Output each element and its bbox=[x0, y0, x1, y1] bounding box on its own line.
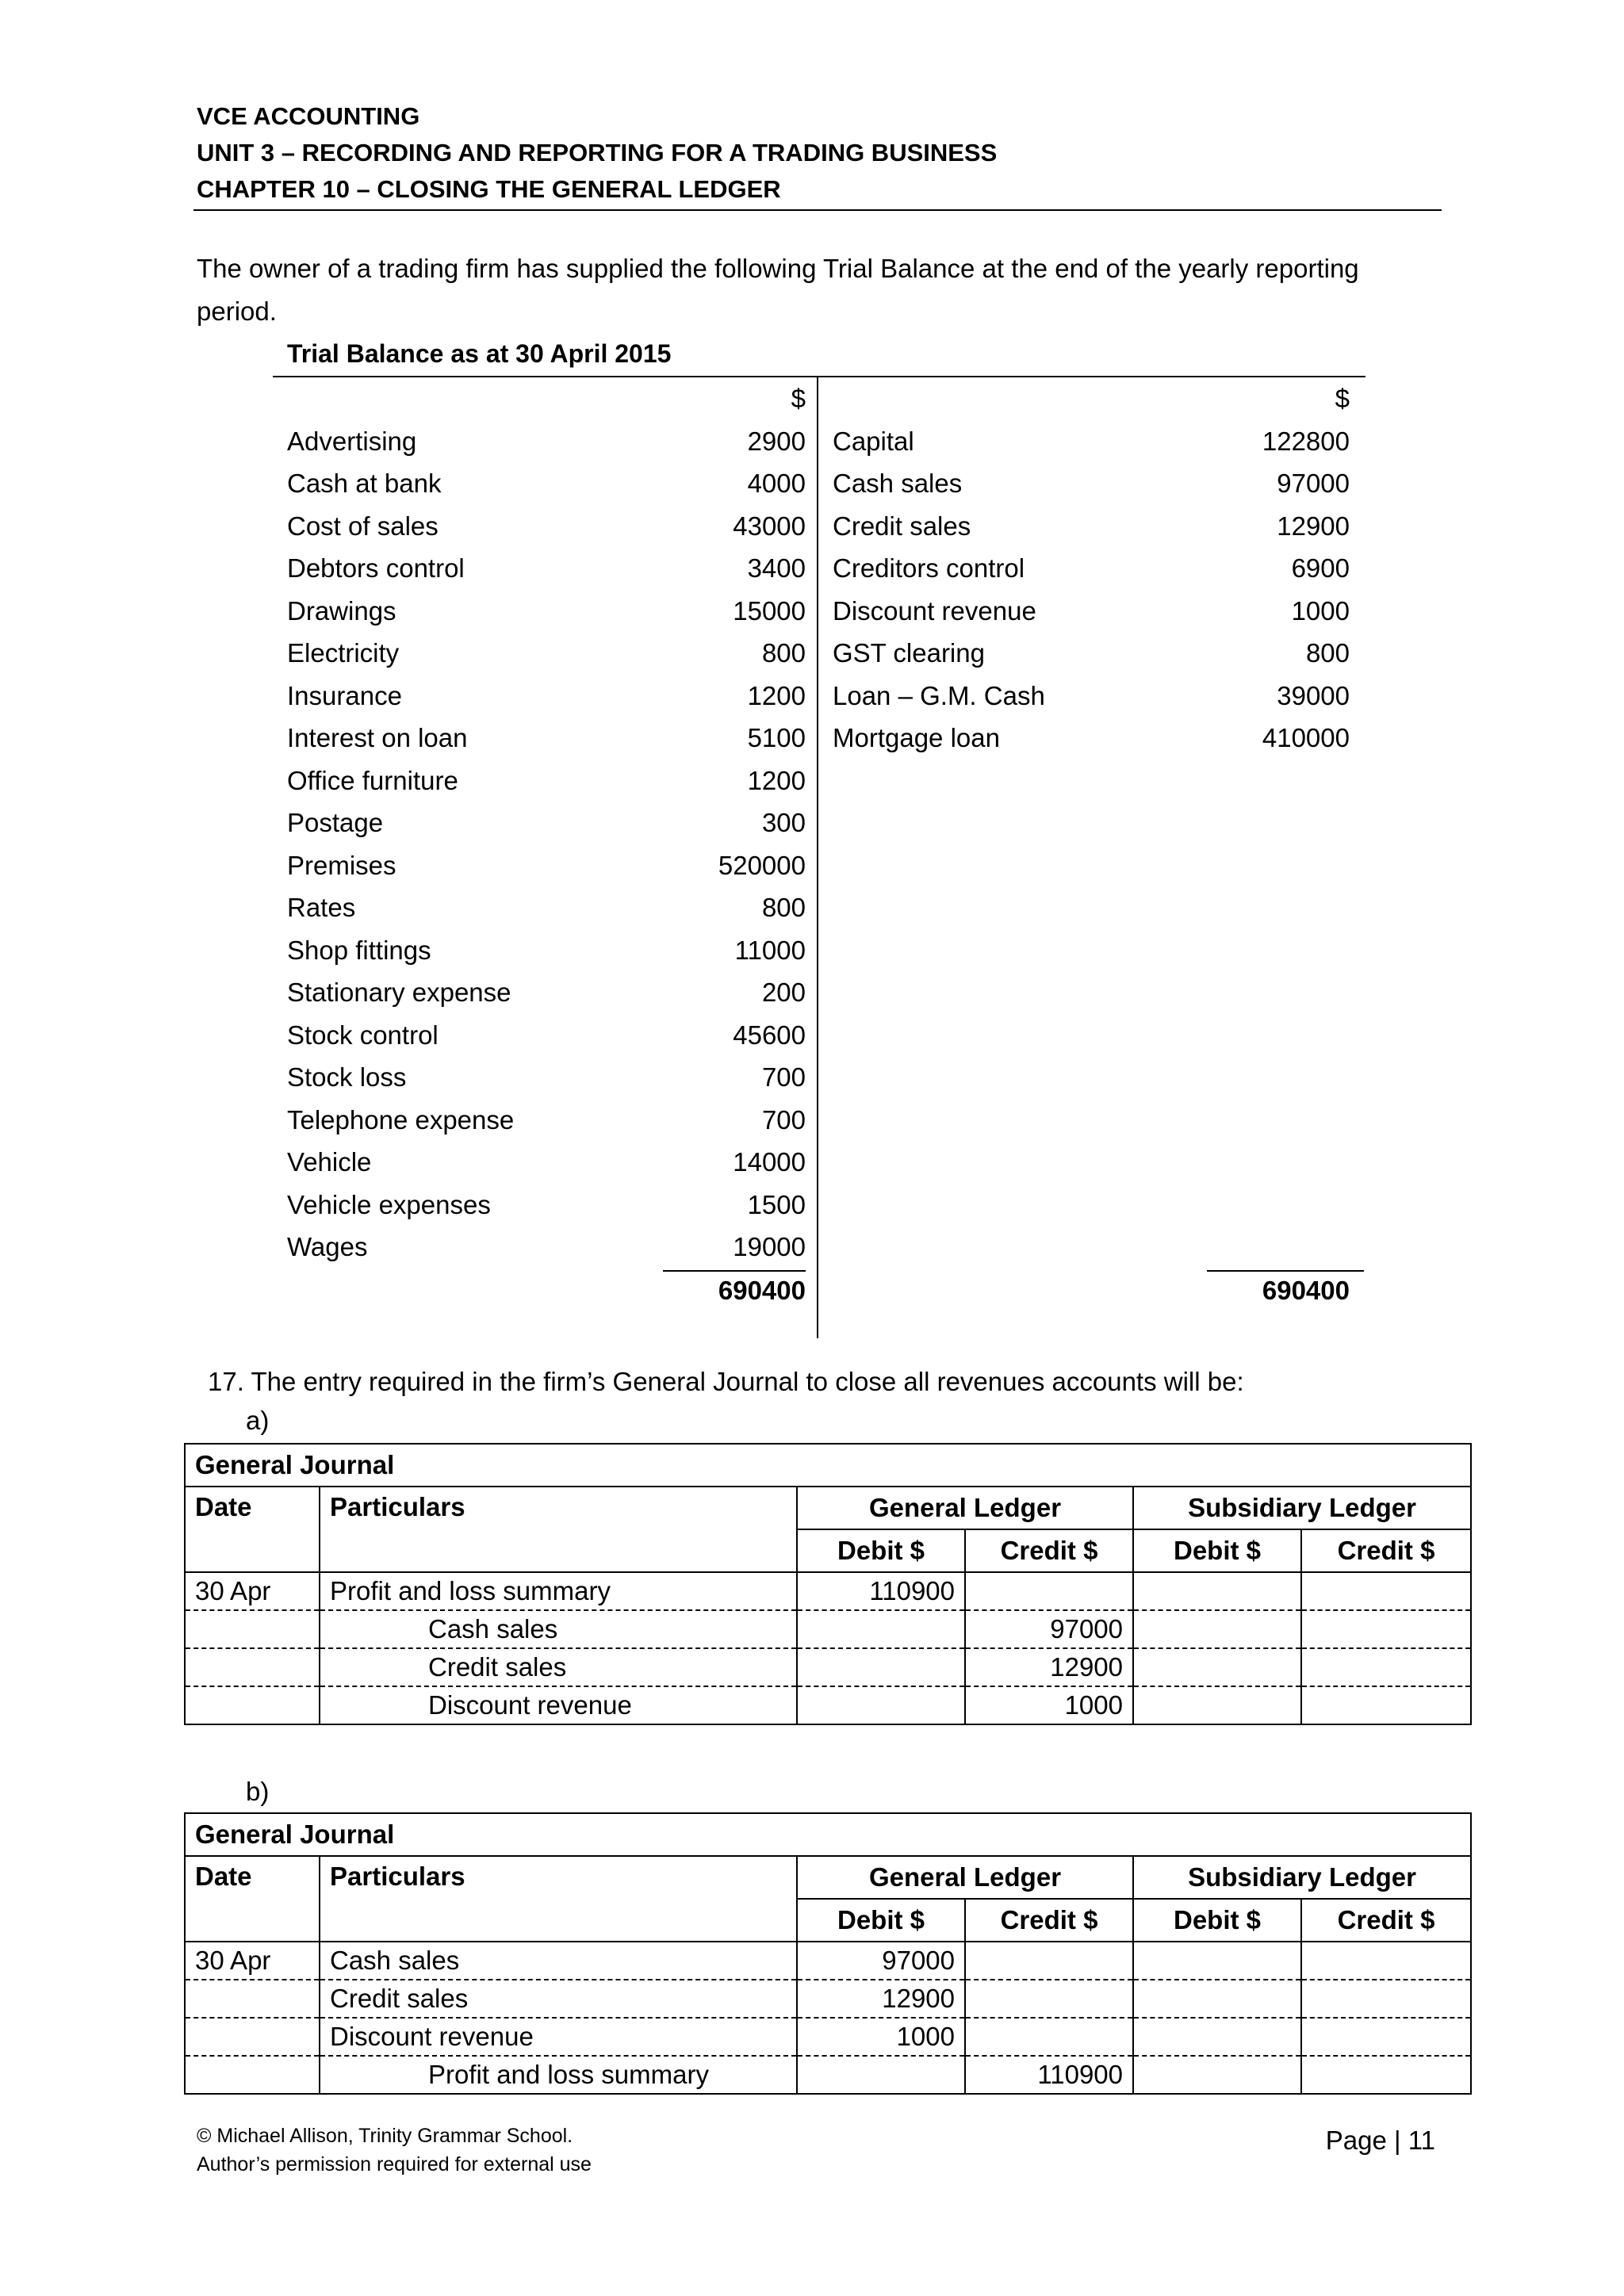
journal-title-row bbox=[185, 1444, 1471, 1487]
journal-entry-row bbox=[185, 2018, 1471, 2056]
subsidiary-ledger-header: Subsidiary Ledger bbox=[1133, 1487, 1471, 1529]
debit-account-name: Shop fittings bbox=[287, 935, 431, 965]
debit-row bbox=[287, 1014, 806, 1057]
entry-sl-credit bbox=[1301, 1648, 1471, 1686]
credit-row bbox=[833, 420, 1350, 463]
sl-debit-header: Debit $ bbox=[1133, 1529, 1301, 1572]
credit-account-name: GST clearing bbox=[833, 638, 985, 668]
question-17: 17. The entry required in the firm’s General Journal to close all revenues accounts will be: bbox=[208, 1367, 1244, 1396]
credit-account-name: Creditors control bbox=[833, 553, 1025, 583]
debit-account-amount: 43000 bbox=[733, 511, 806, 541]
general-ledger-header: General Ledger bbox=[797, 1487, 1133, 1529]
debit-row bbox=[287, 505, 806, 548]
entry-particulars: Discount revenue bbox=[320, 2018, 797, 2056]
gl-credit-header: Credit $ bbox=[965, 1529, 1133, 1572]
debit-account-name: Office furniture bbox=[287, 765, 458, 795]
debit-row bbox=[287, 590, 806, 633]
entry-particulars: Credit sales bbox=[320, 1648, 797, 1686]
general-journal-b bbox=[184, 1812, 1470, 2095]
journal-entry-row bbox=[185, 1648, 1471, 1686]
entry-particulars: Cash sales bbox=[320, 1942, 797, 1980]
debit-account-amount: 2900 bbox=[747, 426, 806, 456]
debit-row bbox=[287, 802, 806, 844]
general-journal-a bbox=[184, 1443, 1470, 1725]
debit-account-amount: 520000 bbox=[718, 850, 806, 880]
entry-gl-debit bbox=[797, 1686, 965, 1724]
entry-gl-debit: 12900 bbox=[797, 1980, 965, 2018]
credit-row bbox=[833, 632, 1350, 675]
entry-date bbox=[185, 1686, 320, 1724]
debit-account-amount: 14000 bbox=[733, 1147, 806, 1177]
debit-account-name: Advertising bbox=[287, 426, 417, 456]
entry-sl-debit bbox=[1133, 1942, 1301, 1980]
debit-account-name: Vehicle expenses bbox=[287, 1189, 491, 1219]
gl-debit-header: Debit $ bbox=[797, 1899, 965, 1942]
entry-particulars: Cash sales bbox=[320, 1610, 797, 1648]
debit-row bbox=[287, 886, 806, 929]
journal-entry-row bbox=[185, 1942, 1471, 1980]
credit-account-name: Discount revenue bbox=[833, 595, 1036, 626]
debit-row bbox=[287, 462, 806, 505]
debit-account-name: Interest on loan bbox=[287, 723, 468, 752]
credit-row bbox=[833, 590, 1350, 633]
debit-account-amount: 45600 bbox=[733, 1020, 806, 1050]
entry-gl-debit bbox=[797, 1648, 965, 1686]
debit-account-amount: 700 bbox=[761, 1104, 806, 1135]
journal-title: General Journal bbox=[185, 1813, 1471, 1856]
entry-sl-credit bbox=[1301, 2056, 1471, 2094]
entry-gl-credit: 12900 bbox=[965, 1648, 1133, 1686]
journal-header-row bbox=[185, 1856, 1471, 1899]
entry-sl-credit bbox=[1301, 1610, 1471, 1648]
debit-account-name: Drawings bbox=[287, 595, 396, 626]
credit-account-amount: 97000 bbox=[1277, 469, 1350, 498]
option-b-label: b) bbox=[246, 1777, 270, 1806]
entry-gl-credit: 110900 bbox=[965, 2056, 1133, 2094]
credit-row bbox=[833, 717, 1350, 760]
sl-credit-header: Credit $ bbox=[1301, 1529, 1471, 1572]
entry-gl-debit: 1000 bbox=[797, 2018, 965, 2056]
date-header: Date bbox=[185, 1487, 320, 1572]
debit-account-name: Stock loss bbox=[287, 1062, 407, 1092]
debit-account-name: Wages bbox=[287, 1232, 368, 1261]
credit-currency-row bbox=[833, 377, 1350, 420]
journal-entry-row bbox=[185, 1980, 1471, 2018]
credit-account-amount: 6900 bbox=[1291, 553, 1350, 583]
gl-credit-header: Credit $ bbox=[965, 1899, 1133, 1942]
credit-row bbox=[833, 505, 1350, 548]
header-chapter: CHAPTER 10 – CLOSING THE GENERAL LEDGER bbox=[197, 175, 781, 203]
debit-row bbox=[287, 1184, 806, 1226]
debit-row bbox=[287, 717, 806, 760]
journal-entry-row bbox=[185, 1610, 1471, 1648]
entry-gl-credit bbox=[965, 1572, 1133, 1610]
journal-title: General Journal bbox=[185, 1444, 1471, 1487]
debit-currency: $ bbox=[791, 384, 806, 413]
debit-account-amount: 11000 bbox=[734, 935, 806, 965]
credit-currency: $ bbox=[1335, 384, 1350, 413]
debit-account-amount: 1200 bbox=[747, 765, 806, 795]
debit-account-amount: 1200 bbox=[747, 680, 806, 710]
intro-text: The owner of a trading firm has supplied the following Trial Balance at the end of the yearly reporting period. bbox=[197, 254, 1359, 326]
permission-text: Author’s permission required for external use bbox=[197, 2153, 592, 2175]
entry-date bbox=[185, 2056, 320, 2094]
entry-sl-debit bbox=[1133, 2056, 1301, 2094]
header-course: VCE ACCOUNTING bbox=[197, 102, 420, 130]
journal-table bbox=[184, 1443, 1472, 1725]
entry-gl-credit bbox=[965, 1942, 1133, 1980]
debit-account-amount: 200 bbox=[761, 978, 806, 1007]
debit-row bbox=[287, 675, 806, 718]
header-rule bbox=[193, 209, 1442, 211]
sl-debit-header: Debit $ bbox=[1133, 1899, 1301, 1942]
debit-account-amount: 800 bbox=[761, 893, 806, 922]
entry-particulars: Credit sales bbox=[320, 1980, 797, 2018]
entry-sl-debit bbox=[1133, 1610, 1301, 1648]
credit-account-name: Cash sales bbox=[833, 469, 963, 498]
copyright-text: © Michael Allison, Trinity Grammar School. bbox=[197, 2125, 573, 2147]
entry-sl-credit bbox=[1301, 1980, 1471, 2018]
credit-account-name: Mortgage loan bbox=[833, 723, 1000, 752]
debit-account-amount: 3400 bbox=[747, 553, 806, 583]
entry-sl-credit bbox=[1301, 1942, 1471, 1980]
credit-row bbox=[833, 547, 1350, 590]
entry-date: 30 Apr bbox=[185, 1942, 320, 1980]
entry-sl-credit bbox=[1301, 1686, 1471, 1724]
debit-account-amount: 19000 bbox=[733, 1232, 806, 1261]
entry-sl-debit bbox=[1133, 1980, 1301, 2018]
entry-sl-debit bbox=[1133, 2018, 1301, 2056]
entry-gl-credit: 1000 bbox=[965, 1686, 1133, 1724]
debit-account-amount: 300 bbox=[761, 808, 806, 837]
entry-gl-debit bbox=[797, 1610, 965, 1648]
debit-row bbox=[287, 929, 806, 972]
entry-particulars: Profit and loss summary bbox=[320, 1572, 797, 1610]
journal-entry-row bbox=[185, 2056, 1471, 2094]
debit-currency-row bbox=[287, 377, 806, 420]
credit-total: 690400 bbox=[1262, 1276, 1350, 1305]
debit-row bbox=[287, 1226, 806, 1269]
entry-gl-credit: 97000 bbox=[965, 1610, 1133, 1648]
debit-row bbox=[287, 1099, 806, 1142]
credit-account-amount: 39000 bbox=[1277, 680, 1350, 710]
debit-account-name: Electricity bbox=[287, 638, 400, 668]
page-number: Page | 11 bbox=[1325, 2126, 1435, 2155]
entry-sl-debit bbox=[1133, 1648, 1301, 1686]
trial-balance-credits bbox=[833, 377, 1350, 760]
debit-row bbox=[287, 1141, 806, 1184]
entry-gl-debit: 110900 bbox=[797, 1572, 965, 1610]
debit-total: 690400 bbox=[718, 1276, 806, 1305]
debit-account-name: Postage bbox=[287, 808, 384, 837]
debit-account-name: Cost of sales bbox=[287, 511, 439, 541]
entry-gl-credit bbox=[965, 1980, 1133, 2018]
entry-date bbox=[185, 1648, 320, 1686]
trial-balance-divider bbox=[817, 377, 818, 1338]
journal-header-row bbox=[185, 1487, 1471, 1529]
debit-account-name: Debtors control bbox=[287, 553, 465, 583]
debit-account-name: Rates bbox=[287, 893, 356, 922]
debit-row bbox=[287, 971, 806, 1014]
debit-account-name: Stationary expense bbox=[287, 978, 511, 1007]
general-ledger-header: General Ledger bbox=[797, 1856, 1133, 1899]
credit-account-amount: 12900 bbox=[1277, 511, 1350, 541]
date-header: Date bbox=[185, 1856, 320, 1942]
entry-sl-credit bbox=[1301, 2018, 1471, 2056]
debit-account-amount: 4000 bbox=[747, 469, 806, 498]
trial-balance-title: Trial Balance as at 30 April 2015 bbox=[287, 339, 672, 368]
debit-account-name: Insurance bbox=[287, 680, 402, 710]
header-unit: UNIT 3 – RECORDING AND REPORTING FOR A TRADING BUSINESS bbox=[197, 139, 998, 166]
debit-account-name: Stock control bbox=[287, 1020, 439, 1050]
debit-row bbox=[287, 632, 806, 675]
debit-row bbox=[287, 547, 806, 590]
entry-date: 30 Apr bbox=[185, 1572, 320, 1610]
credit-row bbox=[833, 462, 1350, 505]
debit-account-amount: 800 bbox=[761, 638, 806, 668]
trial-balance-debits bbox=[287, 377, 806, 1269]
entry-gl-credit bbox=[965, 2018, 1133, 2056]
sl-credit-header: Credit $ bbox=[1301, 1899, 1471, 1942]
entry-gl-debit bbox=[797, 2056, 965, 2094]
debit-account-amount: 700 bbox=[761, 1062, 806, 1092]
debit-row bbox=[287, 760, 806, 802]
debit-account-name: Vehicle bbox=[287, 1147, 372, 1177]
option-a-label: a) bbox=[246, 1406, 270, 1435]
subsidiary-ledger-header: Subsidiary Ledger bbox=[1133, 1856, 1471, 1899]
entry-date bbox=[185, 1610, 320, 1648]
journal-entry-row bbox=[185, 1686, 1471, 1724]
journal-title-row bbox=[185, 1813, 1471, 1856]
debit-account-amount: 5100 bbox=[747, 723, 806, 752]
entry-sl-debit bbox=[1133, 1686, 1301, 1724]
debit-account-amount: 1500 bbox=[747, 1189, 806, 1219]
debit-row bbox=[287, 1056, 806, 1099]
entry-particulars: Discount revenue bbox=[320, 1686, 797, 1724]
credit-account-name: Credit sales bbox=[833, 511, 971, 541]
entry-date bbox=[185, 2018, 320, 2056]
debit-account-name: Premises bbox=[287, 850, 396, 880]
entry-gl-debit: 97000 bbox=[797, 1942, 965, 1980]
debit-account-amount: 15000 bbox=[733, 595, 806, 626]
debit-row bbox=[287, 420, 806, 463]
credit-account-amount: 122800 bbox=[1262, 426, 1350, 456]
credit-account-amount: 800 bbox=[1305, 638, 1350, 668]
credit-row bbox=[833, 675, 1350, 718]
debit-account-name: Telephone expense bbox=[287, 1104, 515, 1135]
particulars-header: Particulars bbox=[320, 1487, 797, 1572]
gl-debit-header: Debit $ bbox=[797, 1529, 965, 1572]
credit-account-name: Capital bbox=[833, 426, 914, 456]
credit-account-name: Loan – G.M. Cash bbox=[833, 680, 1045, 710]
debit-row bbox=[287, 844, 806, 887]
document-header bbox=[197, 98, 1438, 208]
debit-account-name: Cash at bank bbox=[287, 469, 442, 498]
journal-entry-row bbox=[185, 1572, 1471, 1610]
journal-table bbox=[184, 1812, 1472, 2095]
footer-copyright bbox=[197, 2122, 592, 2179]
entry-particulars: Profit and loss summary bbox=[320, 2056, 797, 2094]
entry-sl-debit bbox=[1133, 1572, 1301, 1610]
credit-account-amount: 1000 bbox=[1291, 595, 1350, 626]
entry-sl-credit bbox=[1301, 1572, 1471, 1610]
credit-account-amount: 410000 bbox=[1262, 723, 1350, 752]
particulars-header: Particulars bbox=[320, 1856, 797, 1942]
entry-date bbox=[185, 1980, 320, 2018]
